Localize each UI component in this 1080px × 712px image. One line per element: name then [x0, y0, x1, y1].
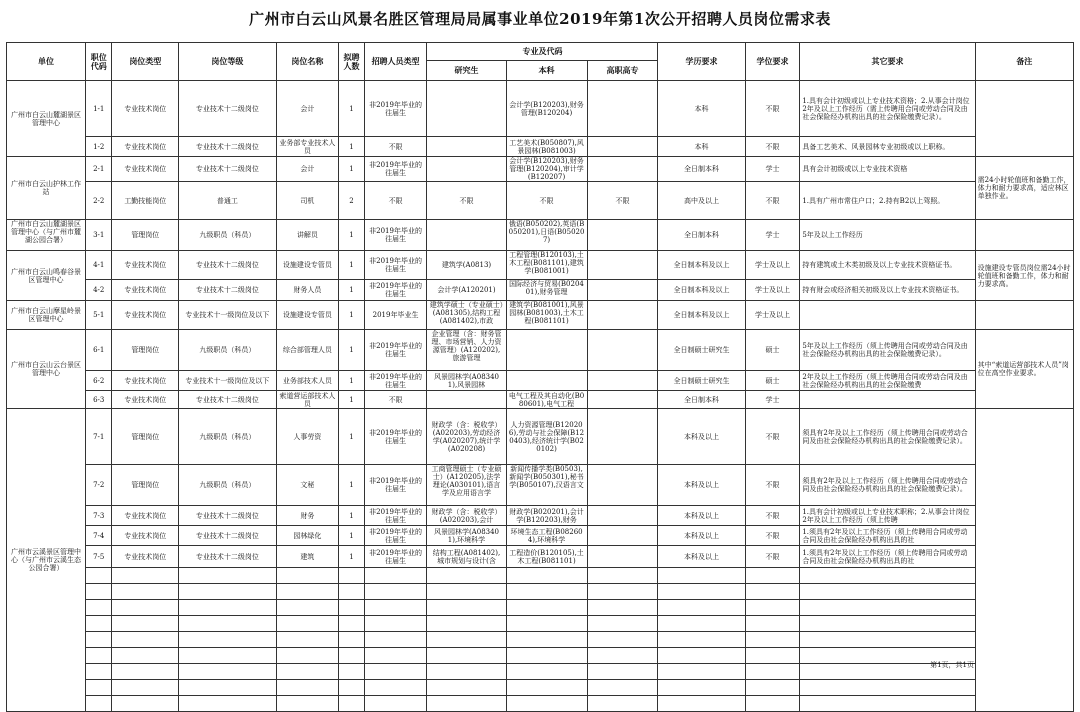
vocational-cell: 不限 [587, 182, 658, 220]
other-text: 1.具有会计初级或以上专业技术职称；2.从事会计岗位2年及以上工作经历（须上传聘 [802, 507, 970, 524]
code-cell: 6-2 [86, 371, 112, 391]
post-name-cell: 会计 [276, 81, 339, 137]
bachelor-cell [506, 391, 587, 409]
header-vocational: 高职高专 [587, 61, 658, 81]
vocational-cell [587, 81, 658, 137]
count-cell: 1 [339, 506, 364, 526]
degree-cell: 硕士 [745, 330, 800, 371]
post-name-cell: 财务 [276, 506, 339, 526]
graduate-cell [427, 391, 506, 409]
recruit-type-cell: 不限 [364, 391, 427, 409]
vocational-cell [587, 371, 658, 391]
post-type-cell: 专业技术岗位 [112, 81, 179, 137]
recruit-type-cell: 非2019年毕业的往届生 [364, 157, 427, 182]
code-cell: 7-5 [86, 546, 112, 568]
vocational-cell [587, 465, 658, 506]
education-cell: 本科及以上 [658, 546, 745, 568]
empty-row [7, 664, 1074, 680]
post-level-cell: 九级职员（科员） [179, 220, 276, 251]
other-cell [800, 371, 975, 391]
header-remark: 备注 [975, 43, 1073, 81]
bachelor-cell [506, 465, 587, 506]
empty-row [7, 568, 1074, 584]
table-row [7, 391, 1074, 409]
unit-cell: 广州市白云山麓湖景区管理中心 [7, 81, 86, 157]
post-name-cell: 园林绿化 [276, 526, 339, 546]
post-type-cell: 专业技术岗位 [112, 157, 179, 182]
recruit-type-cell: 非2019年毕业的往届生 [364, 546, 427, 568]
degree-cell: 不限 [745, 506, 800, 526]
post-name-cell: 人事劳资 [276, 409, 339, 465]
table-row [7, 371, 1074, 391]
other-cell [800, 546, 975, 568]
remark-cell [975, 409, 1073, 712]
recruit-type-cell: 非2019年毕业的往届生 [364, 465, 427, 506]
table-row [7, 409, 1074, 465]
post-name-cell: 财务人员 [276, 280, 339, 301]
bachelor-text: 电气工程及其自动化(B080601),电气工程 [508, 391, 585, 408]
graduate-cell [427, 526, 506, 546]
table-row [7, 81, 1074, 137]
bachelor-cell [506, 280, 587, 301]
other-text: 1.须具有2年及以上工作经历（须上传聘用合同或劳动合同及由社会保险经办机构出具的社 [802, 548, 968, 565]
empty-row [7, 648, 1074, 664]
recruit-type-cell: 非2019年毕业的往届生 [364, 506, 427, 526]
bachelor-cell [506, 371, 587, 391]
table-row [7, 280, 1074, 301]
code-cell: 1-1 [86, 81, 112, 137]
graduate-cell [427, 220, 506, 251]
empty-row [7, 632, 1074, 648]
header-post-type: 岗位类型 [112, 43, 179, 81]
post-type-cell: 管理岗位 [112, 330, 179, 371]
post-level-cell: 专业技术十二级岗位 [179, 251, 276, 280]
vocational-cell [587, 526, 658, 546]
header-unit: 单位 [7, 43, 86, 81]
header-post-level: 岗位等级 [179, 43, 276, 81]
count-cell: 1 [339, 137, 364, 157]
empty-row [7, 616, 1074, 632]
recruit-type-cell: 不限 [364, 137, 427, 157]
empty-row [7, 584, 1074, 600]
other-cell: 1.具有广州市常住户口；2.持有B2以上驾照。 [800, 182, 975, 220]
count-cell: 1 [339, 157, 364, 182]
post-type-cell: 管理岗位 [112, 465, 179, 506]
graduate-text: 财政学（含：税收学）(A020203),会计 [431, 507, 502, 524]
education-cell: 本科及以上 [658, 506, 745, 526]
bachelor-text: 建筑学(B081001),风景园林(B081003),土木工程(B081101) [509, 301, 584, 325]
other-cell: 5年及以上工作经历 [800, 220, 975, 251]
unit-cell: 广州市白云山摩星岭景区管理中心 [7, 301, 86, 330]
bachelor-cell [506, 251, 587, 280]
bachelor-cell [506, 546, 587, 568]
code-cell: 3-1 [86, 220, 112, 251]
graduate-cell [427, 546, 506, 568]
header-post-name: 岗位名称 [276, 43, 339, 81]
education-cell: 本科及以上 [658, 526, 745, 546]
header-education: 学历要求 [658, 43, 745, 81]
remark-cell: 需24小时轮值班和备勤工作，体力和耐力要求高，适应林区单独作业。 [975, 157, 1073, 220]
header-degree: 学位要求 [745, 43, 800, 81]
degree-cell: 学士及以上 [745, 301, 800, 330]
other-cell: 须具有2年及以上工作经历（须上传聘用合同或劳动合同及由社会保险经办机构出具的社会保险缴费记录）。 [800, 409, 975, 465]
post-name-cell: 司机 [276, 182, 339, 220]
post-name-cell: 会计 [276, 157, 339, 182]
degree-cell: 不限 [745, 526, 800, 546]
bachelor-cell: 会计学(B120203),财务管理(B120204) [506, 81, 587, 137]
other-cell: 5年及以上工作经历（须上传聘用合同或劳动合同及由社会保险经办机构出具的社会保险缴费记录）。 [800, 330, 975, 371]
vocational-cell [587, 137, 658, 157]
graduate-text: 风景园林学(A083401),风景园林 [433, 372, 500, 389]
count-cell: 1 [339, 220, 364, 251]
graduate-cell: 会计学(A120201) [427, 280, 506, 301]
education-cell: 全日制本科及以上 [658, 301, 745, 330]
remark-cell: 设施建设专管员岗位需24小时轮值班和备勤工作，体力和耐力要求高。 [975, 251, 1073, 301]
bachelor-text: 新闻传播学类(B0503),新闻学(B050301),秘书学(B050107),汉语言文 [509, 465, 584, 489]
header-recruit-type: 招聘人员类型 [364, 43, 427, 81]
table-row [7, 137, 1074, 157]
count-cell: 1 [339, 280, 364, 301]
bachelor-text: 环境生态工程(B082604),环境科学 [510, 527, 583, 544]
post-level-cell: 普通工 [179, 182, 276, 220]
bachelor-cell: 不限 [506, 182, 587, 220]
degree-cell: 不限 [745, 81, 800, 137]
header-count: 拟聘人数 [339, 43, 364, 81]
graduate-cell [427, 371, 506, 391]
graduate-cell [427, 81, 506, 137]
remark-cell: 其中“索道运营部技术人员”岗位在高空作业要求。 [975, 330, 1073, 409]
recruit-type-cell: 非2019年毕业的往届生 [364, 251, 427, 280]
vocational-cell [587, 391, 658, 409]
graduate-cell: 不限 [427, 182, 506, 220]
other-cell: 须具有2年及以上工作经历（须上传聘用合同或劳动合同及由社会保险经办机构出具的社会保险缴费记录）。 [800, 465, 975, 506]
bachelor-cell [506, 506, 587, 526]
post-type-cell: 管理岗位 [112, 220, 179, 251]
table-row [7, 251, 1074, 280]
graduate-text: 工商管理硕士（专业硕士）(A120205),法学理论(A030101),语言学及应用语言学 [431, 465, 502, 497]
empty-row [7, 680, 1074, 696]
graduate-cell [427, 330, 506, 371]
degree-cell: 不限 [745, 465, 800, 506]
table-row [7, 301, 1074, 330]
remark-cell [975, 220, 1073, 251]
count-cell: 1 [339, 526, 364, 546]
unit-cell: 广州市白云山云台景区管理中心 [7, 330, 86, 409]
education-cell: 全日制本科 [658, 157, 745, 182]
education-cell: 全日制本科 [658, 391, 745, 409]
count-cell: 1 [339, 391, 364, 409]
other-cell [800, 301, 975, 330]
table-row [7, 220, 1074, 251]
header-graduate: 研究生 [427, 61, 506, 81]
recruit-type-cell: 非2019年毕业的往届生 [364, 280, 427, 301]
other-cell: 1.具有会计初级或以上专业技术资格；2.从事会计岗位2年及以上工作经历（需上传聘用合同或劳动合同及由社会保险经办机构出具的社会保险缴费记录）。 [800, 81, 975, 137]
recruit-type-cell: 2019年毕业生 [364, 301, 427, 330]
education-cell: 高中及以上 [658, 182, 745, 220]
bachelor-cell: 工艺美术(B050807),风景园林(B081003) [506, 137, 587, 157]
other-cell [800, 391, 975, 409]
count-cell: 1 [339, 465, 364, 506]
count-cell: 1 [339, 301, 364, 330]
post-level-cell: 专业技术十一级岗位及以下 [179, 301, 276, 330]
bachelor-cell [506, 330, 587, 371]
post-name-cell: 业务部专业技术人员 [276, 137, 339, 157]
degree-cell: 学士及以上 [745, 280, 800, 301]
post-type-cell: 专业技术岗位 [112, 526, 179, 546]
table-row [7, 157, 1074, 182]
job-table [6, 42, 1074, 712]
post-name-cell: 建筑 [276, 546, 339, 568]
post-level-cell: 专业技术十二级岗位 [179, 391, 276, 409]
other-text: 1.须具有2年及以上工作经历（须上传聘用合同或劳动合同及由社会保险经办机构出具的社 [802, 527, 968, 544]
post-type-cell: 管理岗位 [112, 409, 179, 465]
vocational-cell [587, 301, 658, 330]
vocational-cell [587, 330, 658, 371]
page-footer: 第1页，共1页 [930, 661, 974, 669]
bachelor-text: 工程管理(B120103),土木工程(B081101),建筑学(B081001) [509, 251, 584, 275]
recruit-type-cell: 非2019年毕业的往届生 [364, 526, 427, 546]
degree-cell: 不限 [745, 137, 800, 157]
code-cell: 6-1 [86, 330, 112, 371]
vocational-cell [587, 251, 658, 280]
degree-cell: 不限 [745, 409, 800, 465]
recruit-type-cell: 不限 [364, 182, 427, 220]
graduate-text: 企业管理（含：财务管理、市场营销、人力资源管理）(A120202),旅游管理 [431, 330, 502, 362]
other-text: 2年及以上工作经历（须上传聘用合同或劳动合同及由社会保险经办机构出具的社会保险缴费 [802, 372, 968, 389]
vocational-cell [587, 157, 658, 182]
bachelor-text: 国际经济与贸易(B020401),财务管理 [509, 280, 584, 296]
header-bachelor: 本科 [506, 61, 587, 81]
table-row [7, 465, 1074, 506]
graduate-cell: 建筑学(A0813) [427, 251, 506, 280]
unit-cell: 广州市白云山护林工作站 [7, 157, 86, 220]
recruit-type-cell: 非2019年毕业的往届生 [364, 220, 427, 251]
code-cell: 4-1 [86, 251, 112, 280]
vocational-cell [587, 280, 658, 301]
education-cell: 本科及以上 [658, 465, 745, 506]
table-row [7, 182, 1074, 220]
bachelor-text: 工程造价(B120105),土木工程(B081101) [509, 548, 584, 565]
degree-cell: 学士及以上 [745, 251, 800, 280]
education-cell: 全日制硕士研究生 [658, 330, 745, 371]
recruit-type-cell: 非2019年毕业的往届生 [364, 330, 427, 371]
vocational-cell [587, 546, 658, 568]
post-name-cell: 设施建设专管员 [276, 301, 339, 330]
education-cell: 全日制硕士研究生 [658, 371, 745, 391]
post-name-cell: 文秘 [276, 465, 339, 506]
bachelor-cell [506, 157, 587, 182]
other-cell [800, 526, 975, 546]
unit-cell: 广州市白云山鸣春谷景区管理中心 [7, 251, 86, 301]
recruit-type-cell: 非2019年毕业的往届生 [364, 409, 427, 465]
degree-cell: 学士 [745, 391, 800, 409]
empty-row [7, 600, 1074, 616]
graduate-text: 风景园林学(A083401),环境科学 [433, 527, 500, 544]
vocational-cell [587, 506, 658, 526]
code-cell: 2-2 [86, 182, 112, 220]
education-cell: 本科及以上 [658, 409, 745, 465]
count-cell: 1 [339, 409, 364, 465]
post-level-cell: 专业技术十一级岗位及以下 [179, 371, 276, 391]
post-name-cell: 索道营运部技术人员 [276, 391, 339, 409]
count-cell: 1 [339, 81, 364, 137]
post-level-cell: 专业技术十二级岗位 [179, 137, 276, 157]
code-cell: 4-2 [86, 280, 112, 301]
bachelor-text: 会计学(B120203),财务管理(B120204),审计学(B120207) [509, 157, 584, 181]
post-type-cell: 专业技术岗位 [112, 391, 179, 409]
bachelor-cell [506, 301, 587, 330]
bachelor-cell: 人力资源管理(B120206),劳动与社会保障(B120403),经济统计学(B020102) [506, 409, 587, 465]
post-type-cell: 专业技术岗位 [112, 371, 179, 391]
count-cell: 1 [339, 546, 364, 568]
code-cell: 1-2 [86, 137, 112, 157]
post-name-cell: 讲解员 [276, 220, 339, 251]
count-cell: 2 [339, 182, 364, 220]
post-level-cell: 专业技术十二级岗位 [179, 526, 276, 546]
header-code: 职位代码 [86, 43, 112, 81]
post-type-cell: 专业技术岗位 [112, 506, 179, 526]
header-other: 其它要求 [800, 43, 975, 81]
bachelor-cell [506, 220, 587, 251]
post-type-cell: 专业技术岗位 [112, 301, 179, 330]
bachelor-text: 财政学(B020201),会计学(B120203),财务 [509, 507, 584, 524]
post-level-cell: 九级职员（科员） [179, 330, 276, 371]
graduate-cell: 财政学（含：税收学）(A020203),劳动经济学(A020207),统计学(A020208) [427, 409, 506, 465]
empty-row [7, 696, 1074, 712]
education-cell: 全日制本科及以上 [658, 280, 745, 301]
recruit-type-cell: 非2019年毕业的往届生 [364, 81, 427, 137]
other-cell: 持有财会或经济相关初级及以上专业技术资格证书。 [800, 280, 975, 301]
vocational-cell [587, 409, 658, 465]
education-cell: 本科 [658, 137, 745, 157]
table-row [7, 506, 1074, 526]
degree-cell: 学士 [745, 157, 800, 182]
post-name-cell: 设施建设专管员 [276, 251, 339, 280]
post-type-cell: 工勤技能岗位 [112, 182, 179, 220]
post-level-cell: 专业技术十二级岗位 [179, 280, 276, 301]
graduate-text: 建筑学硕士（专业硕士）(A081305),结构工程(A081402),市政 [429, 301, 504, 325]
graduate-cell [427, 137, 506, 157]
post-type-cell: 专业技术岗位 [112, 251, 179, 280]
code-cell: 7-3 [86, 506, 112, 526]
post-type-cell: 专业技术岗位 [112, 546, 179, 568]
degree-cell: 不限 [745, 546, 800, 568]
post-level-cell: 专业技术十二级岗位 [179, 546, 276, 568]
unit-cell [7, 220, 86, 251]
other-cell: 持有建筑或土木类初级及以上专业技术资格证书。 [800, 251, 975, 280]
post-level-cell: 专业技术十二级岗位 [179, 506, 276, 526]
degree-cell: 不限 [745, 182, 800, 220]
degree-cell: 硕士 [745, 371, 800, 391]
post-name-cell: 综合部管理人员 [276, 330, 339, 371]
bachelor-cell [506, 526, 587, 546]
count-cell: 1 [339, 371, 364, 391]
post-name-cell: 业务部技术人员 [276, 371, 339, 391]
remark-cell [975, 81, 1073, 157]
education-cell: 全日制本科及以上 [658, 251, 745, 280]
page-title: 广州市白云山风景名胜区管理局局属事业单位2019年第1次公开招聘人员岗位需求表 [249, 10, 831, 28]
graduate-cell [427, 465, 506, 506]
graduate-cell [427, 506, 506, 526]
post-level-cell: 专业技术十二级岗位 [179, 157, 276, 182]
code-cell: 2-1 [86, 157, 112, 182]
code-cell: 7-4 [86, 526, 112, 546]
education-cell: 本科 [658, 81, 745, 137]
code-cell: 7-2 [86, 465, 112, 506]
remark-cell [975, 301, 1073, 330]
unit-cell: 广州市云溪景区管理中心（与广州市云溪生态公园合署） [7, 409, 86, 712]
education-cell: 全日制本科 [658, 220, 745, 251]
bachelor-text: 俄语(B050202),英语(B050201),日语(B050207) [508, 220, 585, 244]
table-row [7, 526, 1074, 546]
vocational-cell [587, 220, 658, 251]
code-cell: 5-1 [86, 301, 112, 330]
table-row [7, 330, 1074, 371]
other-cell: 具备工艺美术、风景园林专业初级或以上职称。 [800, 137, 975, 157]
recruit-type-cell: 非2019年毕业的往届生 [364, 371, 427, 391]
post-type-cell: 专业技术岗位 [112, 280, 179, 301]
count-cell: 1 [339, 330, 364, 371]
graduate-text: 结构工程(A081402),城市规划与设计(含 [432, 548, 501, 565]
post-level-cell: 九级职员（科员） [179, 465, 276, 506]
code-cell: 6-3 [86, 391, 112, 409]
code-cell: 7-1 [86, 409, 112, 465]
degree-cell: 学士 [745, 220, 800, 251]
table-row [7, 546, 1074, 568]
graduate-cell [427, 301, 506, 330]
post-level-cell: 九级职员（科员） [179, 409, 276, 465]
post-level-cell: 专业技术十二级岗位 [179, 81, 276, 137]
other-cell: 具有会计初级或以上专业技术资格 [800, 157, 975, 182]
count-cell: 1 [339, 251, 364, 280]
post-type-cell: 专业技术岗位 [112, 137, 179, 157]
other-cell [800, 506, 975, 526]
header-major-group: 专业及代码 [427, 43, 658, 61]
unit-text: 广州市白云山麓湖景区管理中心（与广州市麓湖公园合署） [11, 220, 82, 244]
graduate-cell [427, 157, 506, 182]
